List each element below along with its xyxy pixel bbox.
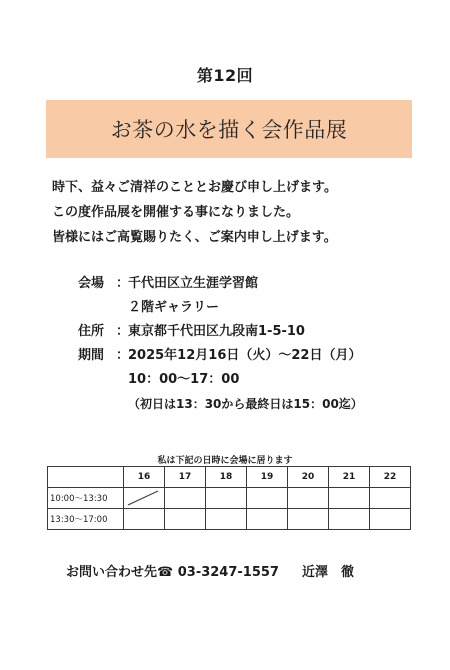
schedule-cell [165, 509, 206, 530]
hours-row [78, 368, 418, 392]
venue-floor: ２階ギャラリー [128, 300, 220, 315]
schedule-cell [329, 509, 370, 530]
greeting-text [52, 175, 412, 250]
time-slot-label: 13:30～17:00 [48, 509, 124, 530]
address-label: 住所 [78, 324, 105, 339]
schedule-cell [165, 488, 206, 509]
period-dates: 2025年12月16日（火）～22日（月） [128, 348, 362, 363]
period-colon: ： [116, 348, 130, 363]
venue-row [78, 272, 418, 296]
period-note: （初日は13：30から最終日は15：00迄） [128, 397, 363, 411]
venue-colon: ： [116, 276, 130, 291]
day-header: 20 [288, 467, 329, 488]
contact-label: お問い合わせ先☎ [66, 565, 174, 580]
contact-phone: 03-3247-1557 [177, 565, 279, 580]
schedule-row [48, 509, 411, 530]
period-row [78, 344, 418, 368]
address-value: 東京都千代田区九段南1-5-10 [128, 324, 305, 339]
time-slot-label: 10:00～13:30 [48, 488, 124, 509]
address-colon: ： [116, 324, 130, 339]
contact-line [66, 561, 426, 580]
schedule-corner-cell [48, 467, 124, 488]
attendance-schedule-table [47, 466, 411, 530]
greeting-line: 皆様にはご高覧賜りたく、ご案内申し上げます。 [52, 230, 337, 245]
day-header: 19 [247, 467, 288, 488]
schedule-cell [206, 509, 247, 530]
period-hours: 10：00～17：00 [128, 372, 240, 387]
schedule-header-row [48, 467, 411, 488]
event-info [78, 272, 418, 416]
schedule-cell [288, 488, 329, 509]
day-header: 16 [124, 467, 165, 488]
schedule-cell [329, 488, 370, 509]
address-row [78, 320, 418, 344]
schedule-cell [370, 509, 411, 530]
schedule-cell-unavailable [124, 488, 165, 509]
day-header: 17 [165, 467, 206, 488]
schedule-row [48, 488, 411, 509]
schedule-cell [288, 509, 329, 530]
day-header: 21 [329, 467, 370, 488]
period-label: 期間 [78, 348, 105, 363]
title-banner [46, 100, 412, 158]
day-header: 22 [370, 467, 411, 488]
exhibition-title: お茶の水を描く会作品展 [110, 118, 348, 142]
schedule-caption: 私は下記の日時に会場に居ります [157, 456, 293, 466]
schedule-cell [206, 488, 247, 509]
schedule-cell [247, 509, 288, 530]
schedule-cell [247, 488, 288, 509]
strike-mark [124, 488, 164, 508]
greeting-line: この度作品展を開催する事になりました。 [52, 205, 300, 220]
contact-name: 近澤 徹 [302, 565, 355, 580]
venue-label: 会場 [78, 276, 105, 291]
venue-name: 千代田区立生涯学習館 [128, 276, 259, 291]
greeting-line: 時下、益々ご清祥のこととお慶び申し上げます。 [52, 180, 337, 195]
venue-floor-row [78, 296, 418, 320]
day-header: 18 [206, 467, 247, 488]
note-row [78, 392, 418, 416]
schedule-cell [370, 488, 411, 509]
edition-label: 第12回 [196, 66, 254, 85]
schedule-cell [124, 509, 165, 530]
